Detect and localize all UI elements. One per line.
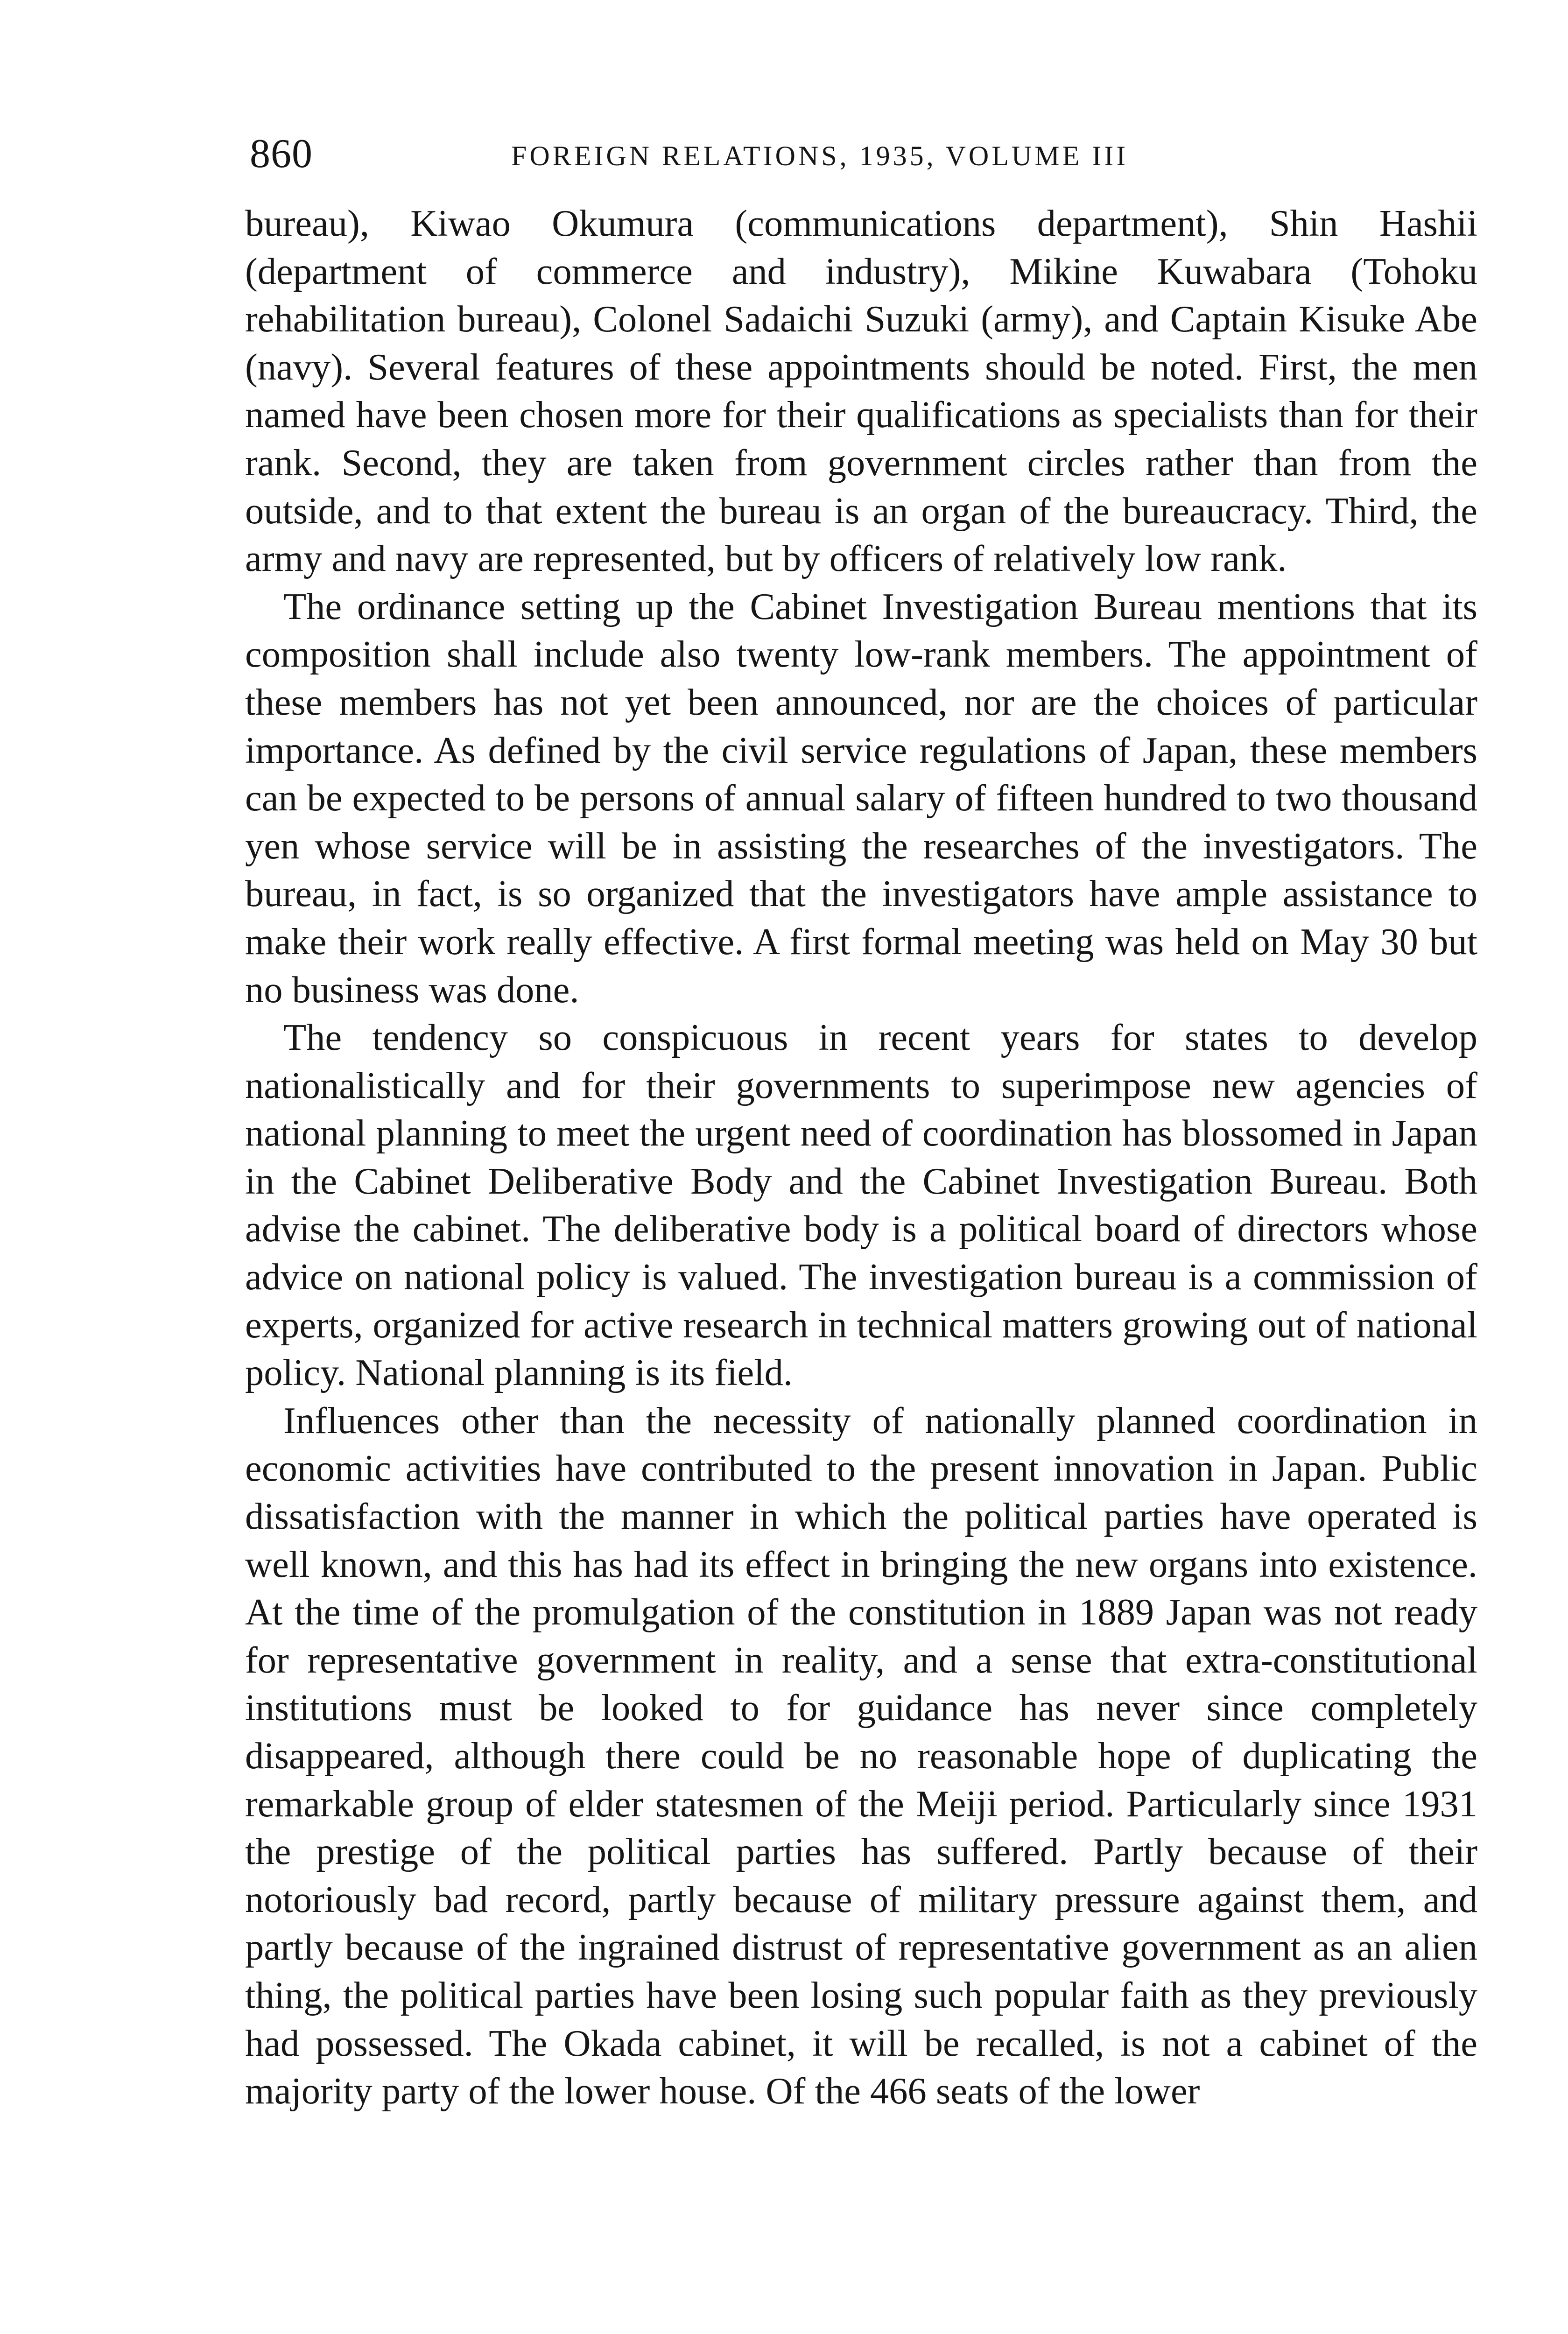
- running-title: FOREIGN RELATIONS, 1935, VOLUME III: [511, 141, 1129, 171]
- running-header: [245, 131, 1477, 187]
- paragraph-ordinance: The ordinance setting up the Cabinet Investigation Bureau mentions that its composition shall include also twenty low-rank members. The appointment of these members has not yet been announced, nor are the choices of particular importance. As defined by the civil service regulations of Japan, these members can be expected to be persons of annual salary of fifteen hundred to two thousand yen whose service will be in assisting the researches of the investigators. The bureau, in fact, is so organized that the investigators have ample assistance to make their work really effective. A first formal meeting was held on May 30 but no business was done.: [245, 585, 1477, 1011]
- paragraph-influences: Influences other than the necessity of nationally planned coordination in economic activities have contributed to the present innovation in Japan. Public dissatisfaction with the manner in which the political parties have operated is well known, and this has had its effect in bringing the new organs into existence. At the time of the promulgation of the constitution in 1889 Japan was not ready for representative government in reality, and a sense that extra-constitutional institutions must be looked to for guidance has never since completely disappeared, although there could be no reasonable hope of duplicating the remarkable group of elder statesmen of the Meiji period. Particularly since 1931 the prestige of the political parties has suffered. Partly because of their notoriously bad record, partly because of military pressure against them, and partly because of the ingrained distrust of representative government as an alien thing, the political parties have been losing such popular faith as they previously had possessed. The Okada cabinet, it will be recalled, is not a cabinet of the majority party of the lower house. Of the 466 seats of the lower: [245, 1399, 1477, 2112]
- paragraph-continued: bureau), Kiwao Okumura (communications department), Shin Hashii (department of commerce and industry), Mikine Kuwabara (Tohoku rehabilitation bureau), Colonel Sadaichi Suzuki (army), and Captain Kisuke Abe (navy). Several features of these appointments should be noted. First, the men named have been chosen more for their qualifications as specialists than for their rank. Second, they are taken from government circles rather than from the outside, and to that extent the bureau is an organ of the bureaucracy. Third, the army and navy are represented, but by officers of relatively low rank.: [245, 203, 1477, 580]
- body-text: [245, 200, 1477, 2116]
- page-number: 860: [250, 131, 313, 176]
- paragraph-tendency: The tendency so conspicuous in recent years for states to develop nationalistically and for their governments to superimpose new agencies of national planning to meet the urgent need of coordination has blossomed in Japan in the Cabinet Deliberative Body and the Cabinet Investigation Bureau. Both advise the cabinet. The deliberative body is a political board of directors whose advice on national policy is valued. The investigation bureau is a commission of experts, organized for active research in technical matters growing out of national policy. National planning is its field.: [245, 1017, 1477, 1394]
- document-page: [245, 131, 1477, 2116]
